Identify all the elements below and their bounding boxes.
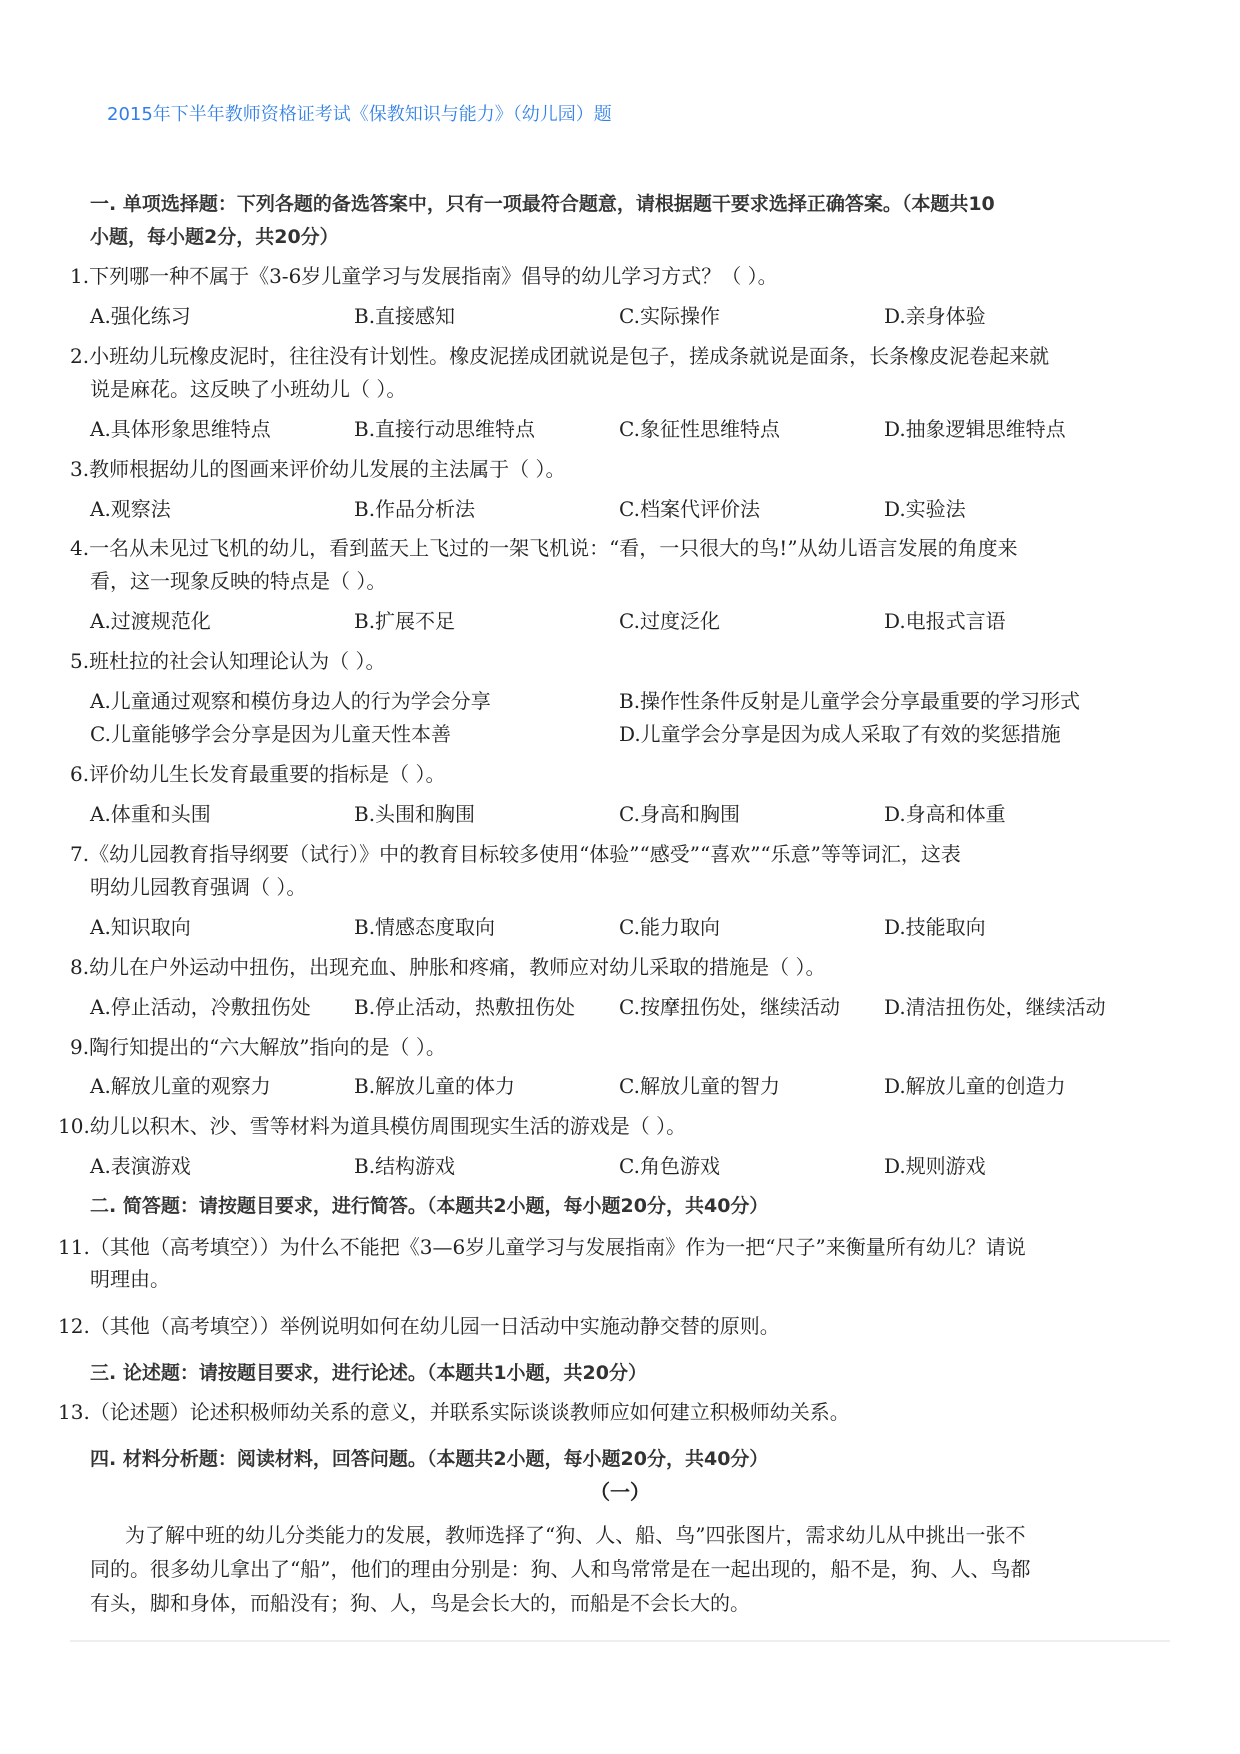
question-8: 8.幼儿在户外运动中扭伤，出现充血、肿胀和疼痛，教师应对幼儿采取的措施是（ ）。 (70, 955, 826, 979)
option-a: A.表演游戏 (90, 1154, 191, 1178)
option-b: B.作品分析法 (354, 497, 476, 521)
option-a: A.强化练习 (90, 304, 191, 328)
option-b: B.停止活动，热敷扭伤处 (354, 995, 576, 1019)
section-1-heading-cont: 小题，每小题2分，共20分） (90, 226, 339, 248)
option-d: D.解放儿童的创造力 (884, 1074, 1066, 1098)
option-a: A.儿童通过观察和模仿身边人的行为学会分享 (90, 689, 491, 713)
question-4: 4.一名从未见过飞机的幼儿，看到蓝天上飞过的一架飞机说：“看，一只很大的鸟!”从幼儿语言发展的角度来 (70, 536, 1018, 560)
page-divider (70, 1640, 1170, 1642)
option-c: C.象征性思维特点 (619, 417, 780, 441)
option-c: C.档案代评价法 (619, 497, 760, 521)
option-a: A.停止活动，冷敷扭伤处 (90, 995, 311, 1019)
question-1: 1.下列哪一种不属于《3-6岁儿童学习与发展指南》倡导的幼儿学习方式？（ ）。 (70, 264, 778, 288)
material-paragraph-line: 同的。很多幼儿拿出了“船”，他们的理由分别是：狗、人和鸟常常是在一起出现的，船不是，狗、人、鸟都 (90, 1557, 1031, 1581)
document-title: 2015年下半年教师资格证考试《保教知识与能力》（幼儿园）题 (107, 104, 612, 125)
option-a: A.体重和头围 (90, 802, 211, 826)
option-b: B.操作性条件反射是儿童学会分享最重要的学习形式 (619, 689, 1081, 713)
option-d: D.电报式言语 (884, 609, 1006, 633)
option-b: B.直接感知 (354, 304, 456, 328)
question-2: 2.小班幼儿玩橡皮泥时，往往没有计划性。橡皮泥搓成团就说是包子，搓成条就说是面条，长条橡皮泥卷起来就 (70, 344, 1050, 368)
option-d: D.清洁扭伤处，继续活动 (884, 995, 1106, 1019)
option-d: D.规则游戏 (884, 1154, 986, 1178)
option-a: A.过渡规范化 (90, 609, 211, 633)
option-c: C.能力取向 (619, 915, 720, 939)
option-b: B.结构游戏 (354, 1154, 456, 1178)
option-d: D.亲身体验 (884, 304, 986, 328)
material-paragraph-line: 有头，脚和身体，而船没有；狗、人，鸟是会长大的，而船是不会长大的。 (90, 1591, 750, 1615)
material-heading: （一） (590, 1480, 650, 1504)
question-2-cont: 说是麻花。这反映了小班幼儿（ ）。 (90, 377, 407, 401)
option-d: D.身高和体重 (884, 802, 1006, 826)
question-12: 12.（其他（高考填空））举例说明如何在幼儿园一日活动中实施动静交替的原则。 (58, 1314, 780, 1338)
option-a: A.解放儿童的观察力 (90, 1074, 271, 1098)
question-4-cont: 看，这一现象反映的特点是（ ）。 (90, 569, 387, 593)
option-c: C.解放儿童的智力 (619, 1074, 780, 1098)
option-b: B.头围和胸围 (354, 802, 476, 826)
question-6: 6.评价幼儿生长发育最重要的指标是（ ）。 (70, 762, 446, 786)
question-11: 11.（其他（高考填空））为什么不能把《3—6岁儿童学习与发展指南》作为一把“尺子”来衡量所有幼儿？请说 (58, 1235, 1026, 1259)
question-9: 9.陶行知提出的“六大解放”指向的是（ ）。 (70, 1035, 446, 1059)
question-7-cont: 明幼儿园教育强调（ ）。 (90, 875, 307, 899)
option-c: C.过度泛化 (619, 609, 720, 633)
option-c: C.儿童能够学会分享是因为儿童天性本善 (90, 722, 451, 746)
question-5: 5.班杜拉的社会认知理论认为（ ）。 (70, 649, 386, 673)
question-13: 13.（论述题）论述积极师幼关系的意义，并联系实际谈谈教师应如何建立积极师幼关系。 (58, 1400, 850, 1424)
option-b: B.解放儿童的体力 (354, 1074, 516, 1098)
option-c: C.角色游戏 (619, 1154, 720, 1178)
question-10: 10.幼儿以积木、沙、雪等材料为道具模仿周围现实生活的游戏是（ ）。 (58, 1114, 687, 1138)
question-7: 7.《幼儿园教育指导纲要（试行）》中的教育目标较多使用“体验”“感受”“喜欢”“乐意”等等词汇，这表 (70, 842, 961, 866)
question-3: 3.教师根据幼儿的图画来评价幼儿发展的主法属于（ ）。 (70, 457, 566, 481)
option-b: B.直接行动思维特点 (354, 417, 536, 441)
option-d: D.技能取向 (884, 915, 986, 939)
material-paragraph-line: 为了解中班的幼儿分类能力的发展，教师选择了“狗、人、船、鸟”四张图片，需求幼儿从中挑出一张不 (125, 1523, 1026, 1547)
option-d: D.抽象逻辑思维特点 (884, 417, 1066, 441)
option-b: B.情感态度取向 (354, 915, 496, 939)
option-a: A.具体形象思维特点 (90, 417, 271, 441)
option-c: C.按摩扭伤处，继续活动 (619, 995, 840, 1019)
section-4-heading: 四. 材料分析题：阅读材料，回答问题。（本题共2小题，每小题20分，共40分） (90, 1448, 769, 1470)
option-c: C.实际操作 (619, 304, 720, 328)
question-11-cont: 明理由。 (90, 1267, 170, 1291)
option-c: C.身高和胸围 (619, 802, 740, 826)
section-3-heading: 三. 论述题：请按题目要求，进行论述。（本题共1小题，共20分） (90, 1362, 647, 1384)
option-a: A.观察法 (90, 497, 171, 521)
section-1-heading: 一. 单项选择题：下列各题的备选答案中，只有一项最符合题意，请根据题干要求选择正确答案。（本题共10 (90, 193, 995, 215)
option-a: A.知识取向 (90, 915, 191, 939)
section-2-heading: 二. 简答题：请按题目要求，进行简答。（本题共2小题，每小题20分，共40分） (90, 1195, 769, 1217)
option-b: B.扩展不足 (354, 609, 456, 633)
option-d: D.实验法 (884, 497, 966, 521)
option-d: D.儿童学会分享是因为成人采取了有效的奖惩措施 (619, 722, 1061, 746)
